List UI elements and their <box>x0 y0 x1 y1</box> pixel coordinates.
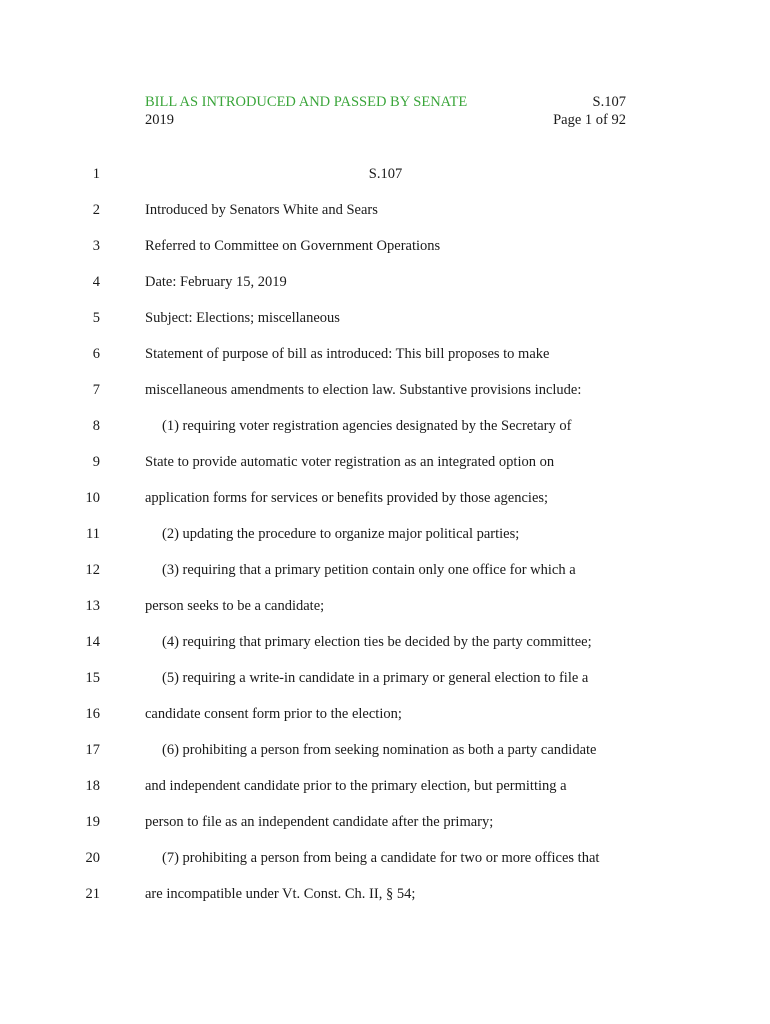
line-text: Subject: Elections; miscellaneous <box>145 310 340 326</box>
line-number: 1 <box>92 166 100 182</box>
line-text: Referred to Committee on Government Operations <box>145 238 441 254</box>
document-line <box>0 774 770 810</box>
document-line <box>0 306 770 342</box>
document-line <box>0 558 770 594</box>
header-right <box>553 93 626 129</box>
document-line <box>0 378 770 414</box>
document-line <box>0 414 770 450</box>
line-number: 8 <box>92 418 100 434</box>
line-number: 17 <box>85 742 100 758</box>
line-number: 16 <box>85 706 100 722</box>
line-text: are incompatible under Vt. Const. Ch. II, § 54; <box>145 886 416 902</box>
line-text: (4) requiring that primary election ties be decided by the party committee; <box>162 634 592 650</box>
bill-status: BILL AS INTRODUCED AND PASSED BY SENATE <box>145 94 468 110</box>
page-number: Page 1 of 92 <box>553 112 626 128</box>
line-number: 19 <box>85 814 100 830</box>
line-number: 10 <box>85 490 100 506</box>
line-text: (2) updating the procedure to organize major political parties; <box>162 526 520 542</box>
document-line <box>0 846 770 882</box>
line-text: candidate consent form prior to the election; <box>145 706 402 722</box>
line-text: (5) requiring a write-in candidate in a primary or general election to file a <box>162 670 589 686</box>
line-text: Introduced by Senators White and Sears <box>145 202 378 218</box>
document-line <box>0 630 770 666</box>
line-number: 4 <box>92 274 100 290</box>
line-number: 2 <box>92 202 100 218</box>
line-text: and independent candidate prior to the primary election, but permitting a <box>145 778 567 794</box>
line-text: Date: February 15, 2019 <box>145 274 287 290</box>
line-text: person to file as an independent candidate after the primary; <box>145 814 494 830</box>
document-line <box>0 270 770 306</box>
numbered-lines <box>0 162 770 918</box>
line-text: miscellaneous amendments to election law. Substantive provisions include: <box>145 382 582 398</box>
line-text: (1) requiring voter registration agencies designated by the Secretary of <box>162 418 572 434</box>
document-line <box>0 450 770 486</box>
line-number: 13 <box>85 598 100 614</box>
line-number: 5 <box>92 310 100 326</box>
line-text: (7) prohibiting a person from being a candidate for two or more offices that <box>162 850 600 866</box>
document-line <box>0 666 770 702</box>
line-number: 9 <box>92 454 100 470</box>
document-line <box>0 522 770 558</box>
header-left <box>145 93 467 129</box>
line-number: 12 <box>85 562 100 578</box>
line-number: 15 <box>85 670 100 686</box>
line-number: 14 <box>85 634 100 650</box>
bill-year: 2019 <box>145 112 174 128</box>
line-number: 6 <box>92 346 100 362</box>
line-text: (6) prohibiting a person from seeking nomination as both a party candidate <box>162 742 597 758</box>
line-text: (3) requiring that a primary petition contain only one office for which a <box>162 562 576 578</box>
document-line <box>0 234 770 270</box>
line-text: S.107 <box>368 166 403 182</box>
document-line <box>0 882 770 918</box>
line-number: 11 <box>86 526 100 542</box>
line-number: 21 <box>85 886 100 902</box>
line-text: person seeks to be a candidate; <box>145 598 325 614</box>
line-number: 7 <box>92 382 100 398</box>
document-line <box>0 162 770 198</box>
document-line <box>0 810 770 846</box>
document-line <box>0 594 770 630</box>
bill-number: S.107 <box>592 94 626 110</box>
document-line <box>0 702 770 738</box>
document-line <box>0 342 770 378</box>
line-text: Statement of purpose of bill as introduced: This bill proposes to make <box>145 346 550 362</box>
document-line <box>0 738 770 774</box>
line-text: application forms for services or benefits provided by those agencies; <box>145 490 549 506</box>
line-number: 18 <box>85 778 100 794</box>
document-line <box>0 198 770 234</box>
document-line <box>0 486 770 522</box>
line-text: State to provide automatic voter registration as an integrated option on <box>145 454 555 470</box>
line-number: 20 <box>85 850 100 866</box>
line-number: 3 <box>92 238 100 254</box>
